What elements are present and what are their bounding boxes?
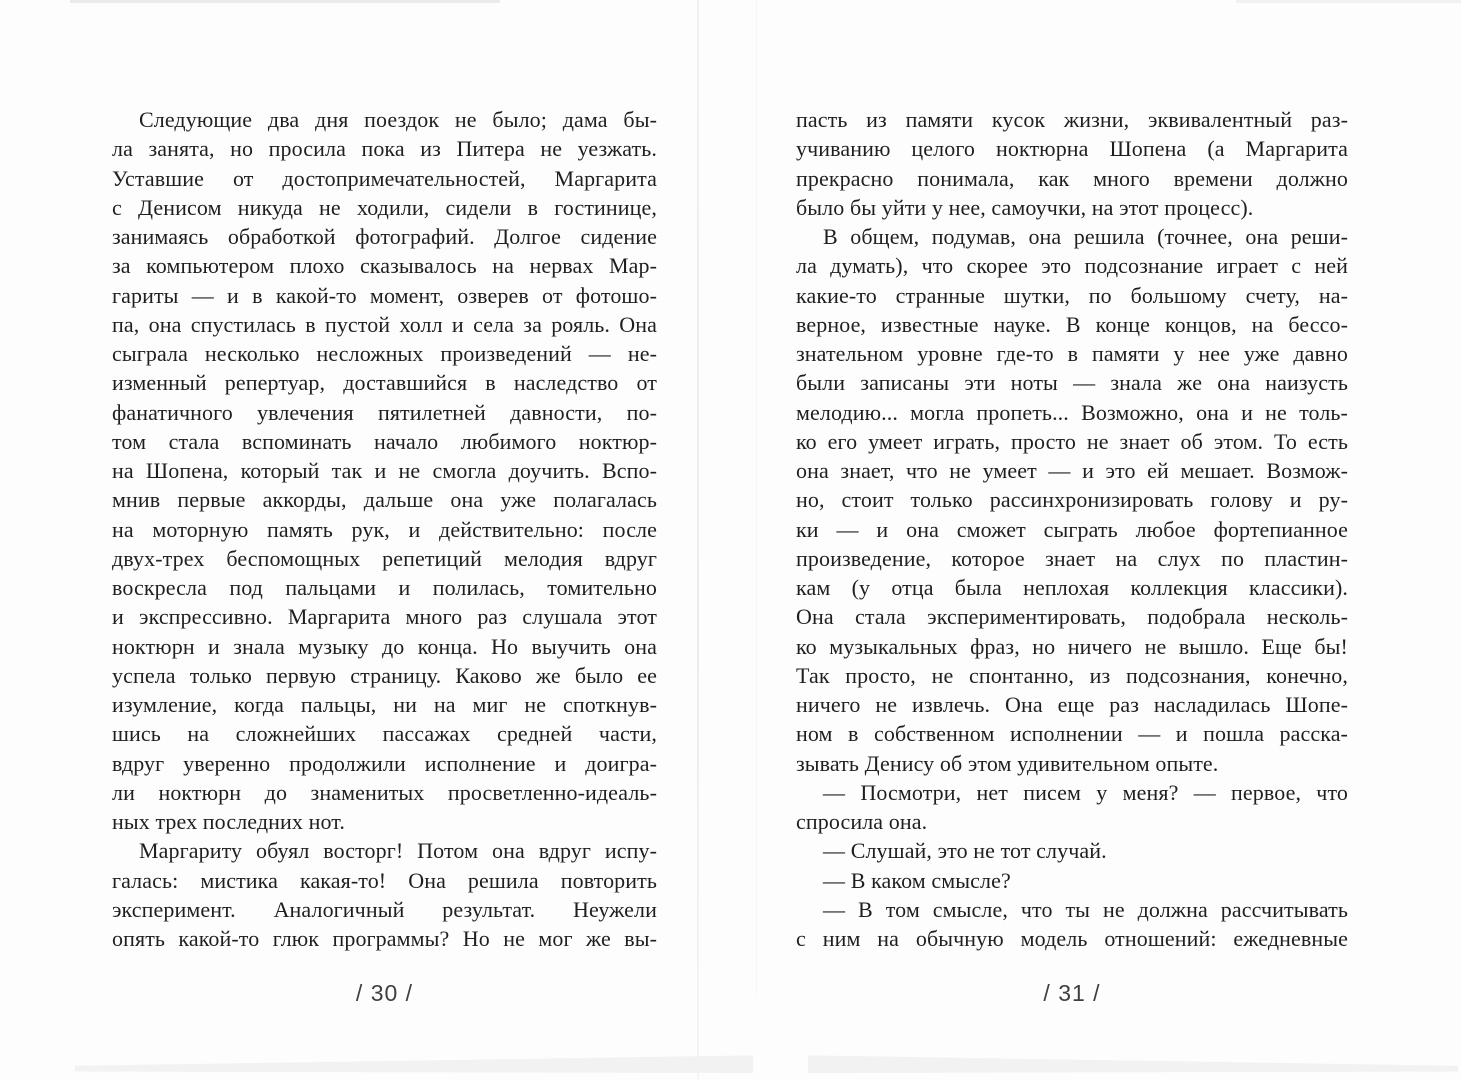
- text-line: ных трех последних нот.: [112, 809, 345, 834]
- text-line: были записаны эти ноты — знала же она наизусть: [796, 370, 1348, 396]
- text-line: том стала вспоминать начало любимого ноктюр-: [112, 428, 657, 454]
- text-line: ничего не извлечь. Она еще раз насладилась Шопе-: [796, 692, 1348, 717]
- text-line: верное, известные науке. В конце концов, на бессо-: [796, 311, 1348, 337]
- text-line: ко его умеет играть, просто не знает об этом. То есть: [796, 428, 1348, 454]
- text-line: и экспрессивно. Маргарита много раз слушала этот: [112, 604, 657, 630]
- text-line: но, стоит только рассинхронизировать голову и ру-: [796, 487, 1348, 513]
- text-line: — В каком смысле?: [823, 867, 1011, 893]
- text-line: учиванию целого ноктюрна Шопена (а Маргарита: [796, 136, 1348, 162]
- text-line: — Слушай, это не тот случай.: [823, 838, 1107, 864]
- text-line: было бы уйти у нее, самоучки, на этот процесс).: [796, 194, 1254, 220]
- text-line: двух-трех беспомощных репетиций мелодия вдруг: [112, 545, 657, 571]
- text-line: Следующие два дня поездок не было; дама бы-: [139, 107, 657, 132]
- scan-artifact-top-right: [1236, 0, 1461, 3]
- text-line: Уставшие от достопримечательностей, Маргарита: [112, 165, 657, 191]
- text-line: успела только первую страницу. Каково же было ее: [112, 662, 657, 688]
- right-page-number: / 31 /: [1043, 980, 1101, 1006]
- scan-shadow-bottom-right: [808, 1055, 1458, 1073]
- text-line: шись на сложнейших пассажах средней части,: [112, 721, 657, 747]
- text-line: Так просто, не спонтанно, из подсознания, конечно,: [796, 662, 1348, 688]
- text-line: ноктюрн и знала музыку до конца. Но выучить она: [112, 633, 657, 659]
- text-line: ла занята, но просила пока из Питера не уезжать.: [112, 136, 657, 162]
- text-line: ном в собственном исполнении — и пошла расска-: [796, 721, 1348, 747]
- text-line: какие-то странные шутки, по большому счету, на-: [796, 282, 1348, 308]
- left-page-number: / 30 /: [355, 980, 414, 1006]
- text-line: зывать Денису об этом удивительном опыте.: [796, 750, 1219, 776]
- text-line: па, она спустилась в пустой холл и села за рояль. Она: [112, 311, 657, 337]
- text-line: ла думать), что скорее это подсознание играет с ней: [796, 253, 1348, 279]
- text-line: воскресла под пальцами и полилась, томительно: [112, 575, 657, 600]
- text-line: ко музыкальных фраз, но ничего не вышло. Еще бы!: [796, 633, 1348, 659]
- text-line: спросила она.: [796, 809, 928, 834]
- text-line: сыграла несколько несложных произведений — не-: [112, 341, 657, 366]
- text-line: изменный репертуар, доставшийся в наследство от: [112, 370, 657, 396]
- text-line: опять какой-то глюк программы? Но не мог же вы-: [112, 926, 657, 951]
- text-line: — В том смысле, что ты не должна рассчитывать: [823, 896, 1348, 922]
- text-line: галась: мистика какая-то! Она решила повторить: [112, 867, 657, 893]
- page-gutter-line: [697, 0, 699, 1080]
- text-line: фанатичного увлечения пятилетней давности, по-: [112, 399, 657, 425]
- text-line: прекрасно понимала, как много времени должно: [796, 165, 1348, 191]
- text-line: с ним на обычную модель отношений: ежедневные: [796, 926, 1348, 951]
- text-line: знательном уровне где-то в памяти у нее уже давно: [796, 341, 1348, 366]
- text-line: ки — и она сможет сыграть любое фортепианное: [796, 516, 1348, 542]
- text-line: Маргариту обуял восторг! Потом она вдруг испу-: [139, 838, 657, 864]
- text-line: мелодию... могла пропеть... Возможно, она и не толь-: [796, 399, 1348, 425]
- text-line: пасть из памяти кусок жизни, эквивалентный раз-: [796, 107, 1348, 132]
- text-line: с Денисом никуда не ходили, сидели в гостинице,: [112, 194, 657, 220]
- text-line: произведение, которое знает на слух по пластин-: [796, 545, 1348, 571]
- text-line: гариты — и в какой-то момент, озверев от фотошо-: [112, 282, 657, 308]
- page-gutter-line-faint: [756, 0, 757, 994]
- text-line: эксперимент. Аналогичный результат. Неужели: [112, 896, 657, 922]
- text-line: изумление, когда пальцы, ни на миг не споткнув-: [112, 692, 657, 717]
- text-line: мнив первые аккорды, дальше она уже полагалась: [112, 487, 657, 513]
- text-line: — Посмотри, нет писем у меня? — первое, что: [823, 779, 1348, 805]
- text-line: В общем, подумав, она решила (точнее, она реши-: [823, 224, 1348, 249]
- text-line: за компьютером плохо сказывалось на нервах Мар-: [112, 253, 657, 279]
- text-line: кам (у отца была неплохая коллекция классики).: [796, 575, 1348, 600]
- right-page-text: [796, 105, 1348, 953]
- scan-artifact-top-left: [70, 0, 500, 3]
- text-line: ли ноктюрн до знаменитых просветленно-идеаль-: [112, 779, 657, 805]
- left-page-text: [112, 105, 657, 953]
- text-line: Она стала экспериментировать, подобрала несколь-: [796, 604, 1348, 630]
- text-line: на Шопена, который так и не смогла доучить. Вспо-: [112, 458, 657, 483]
- text-line: на моторную память рук, и действительно: после: [112, 516, 657, 542]
- text-line: она знает, что не умеет — и это ей мешает. Возмож-: [796, 458, 1348, 483]
- text-line: занимаясь обработкой фотографий. Долгое сидение: [112, 224, 657, 249]
- scan-shadow-bottom-left: [75, 1055, 753, 1073]
- text-line: вдруг уверенно продолжили исполнение и доигра-: [112, 750, 657, 776]
